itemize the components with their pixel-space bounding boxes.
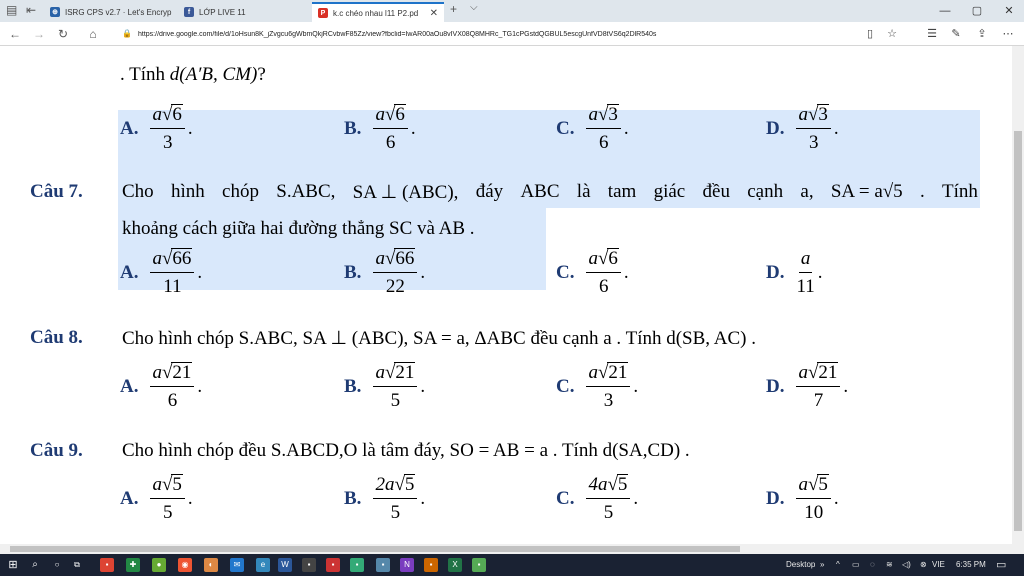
radicand: 21 <box>818 362 838 383</box>
fraction <box>586 104 620 154</box>
question-7-word: Cho <box>122 181 154 202</box>
answer-option-c <box>556 248 629 298</box>
radicand: 5 <box>617 474 628 495</box>
tab-letsencrypt[interactable] <box>44 2 176 22</box>
app-icon[interactable]: ● <box>152 558 166 572</box>
horizontal-scrollbar[interactable] <box>0 544 1024 554</box>
firefox-icon[interactable]: ◐ <box>204 558 218 572</box>
period: . <box>623 118 629 139</box>
option-letter: B. <box>344 376 362 397</box>
fraction-denominator: 5 <box>390 390 401 411</box>
fraction-numerator <box>796 474 830 499</box>
period: . <box>410 118 416 139</box>
question-7-word: hình <box>170 181 205 202</box>
fraction-numerator <box>796 362 840 387</box>
edge-icon[interactable]: e <box>256 558 270 572</box>
url-input[interactable] <box>118 25 898 43</box>
numerator-coefficient: a <box>152 362 162 383</box>
period: . <box>197 262 203 283</box>
forward-arrow-icon[interactable]: → <box>33 27 45 41</box>
period: . <box>420 376 426 397</box>
tab-lop-live[interactable] <box>178 2 310 22</box>
square-root-icon: √ <box>807 104 819 125</box>
question-7-word: đều <box>702 181 730 202</box>
chrome-icon[interactable]: ◉ <box>178 558 192 572</box>
fraction-numerator <box>586 362 630 387</box>
fraction <box>586 474 630 524</box>
fraction-denominator: 5 <box>603 502 614 523</box>
numerator-coefficient: a <box>798 104 808 125</box>
square-root-icon: √ <box>807 474 819 495</box>
app-icon[interactable]: ▪ <box>472 558 486 572</box>
tab-preview-icon[interactable]: ▤ <box>6 3 18 17</box>
fraction-denominator: 5 <box>162 502 173 523</box>
app-icon[interactable]: ▪ <box>302 558 316 572</box>
radicand: 3 <box>608 104 618 125</box>
intro-text: . Tính <box>120 64 170 85</box>
windows-start-icon[interactable]: ⊞ <box>8 559 18 571</box>
clock[interactable]: 6:35 PM <box>956 560 986 569</box>
option-letter: D. <box>766 262 785 283</box>
square-root-icon: √ <box>161 362 173 383</box>
fraction-denominator: 6 <box>167 390 178 411</box>
question-7-word: SA ⊥ (ABC), <box>352 182 459 203</box>
home-icon[interactable]: ⌂ <box>89 27 97 41</box>
pdf-favicon-icon: P <box>318 8 328 18</box>
numerator-coefficient: 2a <box>375 474 395 495</box>
answer-option-c <box>556 104 629 154</box>
square-root-icon: √ <box>384 104 396 125</box>
question-7-line-2: khoảng cách giữa hai đường thẳng SC và AB . <box>122 218 475 239</box>
fraction-numerator <box>796 104 830 129</box>
option-letter: A. <box>120 488 139 509</box>
intro-suffix: ? <box>257 64 266 85</box>
app-icon[interactable]: ▪ <box>424 558 438 572</box>
answer-option-b <box>344 474 425 524</box>
radicand: 6 <box>395 104 405 125</box>
network-icon[interactable]: ◌ <box>870 560 875 569</box>
new-tab-button[interactable]: + <box>450 2 458 16</box>
option-letter: D. <box>766 118 785 139</box>
fraction-denominator: 22 <box>385 276 405 297</box>
square-root-icon: √ <box>607 474 618 495</box>
question-7-word: Tính <box>942 181 978 202</box>
numerator-coefficient: a <box>375 362 385 383</box>
question-7-word: là <box>576 181 591 202</box>
volume-icon[interactable]: ◁) <box>902 560 911 569</box>
fraction-denominator: 7 <box>813 390 824 411</box>
option-letter: C. <box>556 118 575 139</box>
tab-label: LỚP LIVE 11 <box>199 7 246 17</box>
numerator-coefficient: a <box>798 362 808 383</box>
onenote-icon[interactable]: N <box>400 558 414 572</box>
question-7-line-1 <box>122 181 978 204</box>
notification-icon[interactable]: ▭ <box>996 559 1007 571</box>
option-letter: C. <box>556 376 575 397</box>
period: . <box>420 262 426 283</box>
question-7-word: S.ABC, <box>276 181 336 202</box>
question-9-number: Câu 9. <box>30 440 83 461</box>
fraction-numerator <box>799 248 813 273</box>
app-icon[interactable]: ✚ <box>126 558 140 572</box>
period: . <box>833 118 839 139</box>
question-7-word: chóp <box>222 181 259 202</box>
word-icon[interactable]: W <box>278 558 292 572</box>
period: . <box>633 376 639 397</box>
letsencrypt-favicon-icon: ⊕ <box>50 7 60 17</box>
fraction-denominator: 11 <box>796 276 815 297</box>
tab-list-button[interactable]: ⌵ <box>470 2 478 13</box>
tab-back-icon[interactable]: ⇤ <box>26 3 37 17</box>
period: . <box>817 262 823 283</box>
question-7-word: ABC <box>520 181 560 202</box>
back-arrow-icon[interactable]: ← <box>9 27 21 41</box>
fraction-numerator <box>373 474 417 499</box>
square-root-icon: √ <box>384 248 396 269</box>
fraction <box>150 104 184 154</box>
lock-icon: 🔒 <box>122 29 132 38</box>
app-icon[interactable]: ▪ <box>326 558 340 572</box>
fraction-numerator <box>586 104 620 129</box>
show-hidden-icons-icon[interactable]: ^ <box>836 560 840 569</box>
language-indicator[interactable]: VIE <box>932 560 945 569</box>
question-7-word: giác <box>653 181 686 202</box>
fraction <box>150 248 194 298</box>
question-7-word: . <box>919 181 925 202</box>
maximize-button[interactable]: ▢ <box>971 5 983 17</box>
answer-option-a <box>120 104 193 154</box>
url-text: https://drive.google.com/file/d/1oHsun8K_jZvgcu6gWbmQkjRCvbwF85Zz/view?fbclid=IwAR00aOu8vIVX08Q8MHRc_TG1cPGstdQGBUL5escgUnfVD8tVS6q2DlR540s <box>138 30 657 38</box>
search-icon[interactable]: ⌕ <box>32 559 38 570</box>
tab-label: ISRG CPS v2.7 · Let's Encryp <box>65 7 172 17</box>
fraction-numerator <box>150 474 184 499</box>
numerator-coefficient: a <box>375 104 385 125</box>
answer-option-b <box>344 104 416 154</box>
period: . <box>187 488 193 509</box>
radicand: 21 <box>172 362 192 383</box>
option-letter: C. <box>556 488 575 509</box>
fraction-denominator: 3 <box>162 132 173 153</box>
square-root-icon: √ <box>161 248 173 269</box>
sync-icon[interactable]: ⊗ <box>920 560 927 569</box>
square-root-icon: √ <box>597 248 609 269</box>
browser-tab-bar <box>0 0 1024 22</box>
radicand: 3 <box>818 104 828 125</box>
fraction-numerator <box>586 248 620 273</box>
square-root-icon: √ <box>161 474 173 495</box>
fraction-denominator: 6 <box>385 132 396 153</box>
question-7-word: a, <box>800 181 814 202</box>
fraction-numerator <box>150 362 194 387</box>
windows-taskbar <box>0 554 1024 576</box>
fraction <box>796 362 840 412</box>
option-letter: D. <box>766 376 785 397</box>
fraction-denominator: 10 <box>804 502 824 523</box>
square-root-icon: √ <box>597 104 609 125</box>
tray-chevron-icon[interactable]: » <box>820 560 825 569</box>
answer-option-c <box>556 362 638 412</box>
fraction <box>373 362 417 412</box>
question-6-tail <box>120 64 266 86</box>
numerator-coefficient: a <box>588 104 598 125</box>
fraction-denominator: 6 <box>598 132 609 153</box>
question-7-word: cạnh <box>747 181 784 202</box>
period: . <box>833 488 839 509</box>
fraction-numerator <box>373 104 407 129</box>
fraction-numerator <box>586 474 630 499</box>
square-root-icon: √ <box>161 104 173 125</box>
fraction-denominator: 6 <box>598 276 609 297</box>
excel-icon[interactable]: X <box>448 558 462 572</box>
period: . <box>843 376 849 397</box>
answer-option-a <box>120 474 193 524</box>
browser-address-bar <box>0 22 1024 46</box>
intro-math: d(A′B, CM) <box>169 64 258 85</box>
numerator-coefficient: a <box>375 248 385 269</box>
web-note-pen-icon[interactable]: ✎ <box>951 28 961 40</box>
fraction <box>796 474 830 524</box>
scrollbar-thumb[interactable] <box>10 546 740 552</box>
fraction <box>796 248 814 298</box>
app-icon[interactable]: ✉ <box>230 558 244 572</box>
radicand: 66 <box>172 248 192 269</box>
numerator-coefficient: a <box>152 474 162 495</box>
tab-pdf-document[interactable] <box>312 2 444 22</box>
fraction <box>150 474 184 524</box>
scrollbar-thumb[interactable] <box>1014 131 1022 531</box>
option-letter: B. <box>344 488 362 509</box>
answer-option-d <box>766 474 839 524</box>
numerator-coefficient: a <box>798 474 808 495</box>
fraction-numerator <box>373 362 417 387</box>
radicand: 6 <box>608 248 618 269</box>
battery-icon[interactable]: ▭ <box>852 560 860 569</box>
favorite-star-icon[interactable]: ☆ <box>887 28 897 40</box>
cortana-icon[interactable]: ○ <box>54 560 60 569</box>
facebook-favicon-icon: f <box>184 7 194 17</box>
answer-option-b <box>344 248 425 298</box>
answer-option-c <box>556 474 638 524</box>
numerator-coefficient: 4a <box>588 474 608 495</box>
fraction-numerator <box>150 248 194 273</box>
period: . <box>623 262 629 283</box>
numerator-coefficient: a <box>588 248 598 269</box>
square-root-icon: √ <box>384 362 396 383</box>
close-tab-icon[interactable]: ✕ <box>429 7 438 19</box>
reading-view-icon[interactable]: ▯ <box>866 28 874 40</box>
answer-option-d <box>766 248 823 298</box>
fraction <box>373 248 417 298</box>
fraction <box>586 248 620 298</box>
refresh-icon[interactable]: ↻ <box>57 27 69 41</box>
period: . <box>420 488 426 509</box>
square-root-icon: √ <box>597 362 609 383</box>
close-window-button[interactable]: ✕ <box>1004 5 1014 17</box>
fraction-denominator: 5 <box>390 502 401 523</box>
minimize-button[interactable]: — <box>939 5 951 17</box>
answer-option-d <box>766 104 839 154</box>
square-root-icon: √ <box>807 362 819 383</box>
answer-option-b <box>344 362 425 412</box>
favorites-hub-icon[interactable]: ☰ <box>927 28 937 40</box>
radicand: 21 <box>608 362 628 383</box>
numerator-coefficient: a <box>588 362 598 383</box>
fraction <box>796 104 830 154</box>
numerator-coefficient: a <box>800 248 811 269</box>
desktop-toolbar-label[interactable]: Desktop <box>786 560 816 569</box>
radicand: 6 <box>172 104 182 125</box>
option-letter: B. <box>344 262 362 283</box>
radicand: 5 <box>818 474 828 495</box>
period: . <box>633 488 639 509</box>
numerator-coefficient: a <box>152 104 162 125</box>
answer-option-a <box>120 248 202 298</box>
fraction <box>150 362 194 412</box>
radicand: 21 <box>395 362 415 383</box>
fraction <box>373 474 417 524</box>
answer-option-d <box>766 362 848 412</box>
radicand: 66 <box>395 248 415 269</box>
fraction-numerator <box>150 104 184 129</box>
app-icon[interactable]: ▪ <box>100 558 114 572</box>
radicand: 5 <box>404 474 415 495</box>
fraction-denominator: 3 <box>808 132 819 153</box>
question-7-word: đáy <box>475 181 504 202</box>
fraction-denominator: 11 <box>163 276 182 297</box>
option-letter: A. <box>120 376 139 397</box>
question-7-word: SA = a√5 <box>830 181 903 202</box>
tab-label: k.c chéo nhau l11 P2.pd <box>333 8 419 18</box>
period: . <box>187 118 193 139</box>
share-icon[interactable]: ⇪ <box>977 28 987 40</box>
fraction <box>373 104 407 154</box>
app-icon[interactable]: ▪ <box>350 558 364 572</box>
pdf-viewer[interactable] <box>0 46 1024 544</box>
option-letter: A. <box>120 118 139 139</box>
fraction-numerator <box>373 248 417 273</box>
numerator-coefficient: a <box>152 248 162 269</box>
more-menu-icon[interactable]: ⋯ <box>1002 28 1014 40</box>
question-9-text: Cho hình chóp đều S.ABCD,O là tâm đáy, SO = AB = a . Tính d(SA,CD) . <box>122 440 690 461</box>
answer-option-a <box>120 362 202 412</box>
option-letter: C. <box>556 262 575 283</box>
question-7-number: Câu 7. <box>30 181 83 202</box>
task-view-icon[interactable]: ⧉ <box>74 560 80 569</box>
option-letter: D. <box>766 488 785 509</box>
square-root-icon: √ <box>394 474 405 495</box>
option-letter: A. <box>120 262 139 283</box>
radicand: 5 <box>172 474 182 495</box>
question-7-word: tam <box>607 181 637 202</box>
vertical-scrollbar[interactable] <box>1012 46 1024 544</box>
wifi-icon[interactable]: ≋ <box>886 560 893 569</box>
option-letter: B. <box>344 118 362 139</box>
question-8-number: Câu 8. <box>30 327 83 348</box>
question-8-text: Cho hình chóp S.ABC, SA ⊥ (ABC), SA = a, ΔABC đều cạnh a . Tính d(SB, AC) . <box>122 328 756 349</box>
fraction <box>586 362 630 412</box>
app-icon[interactable]: ▪ <box>376 558 390 572</box>
period: . <box>197 376 203 397</box>
fraction-denominator: 3 <box>603 390 614 411</box>
